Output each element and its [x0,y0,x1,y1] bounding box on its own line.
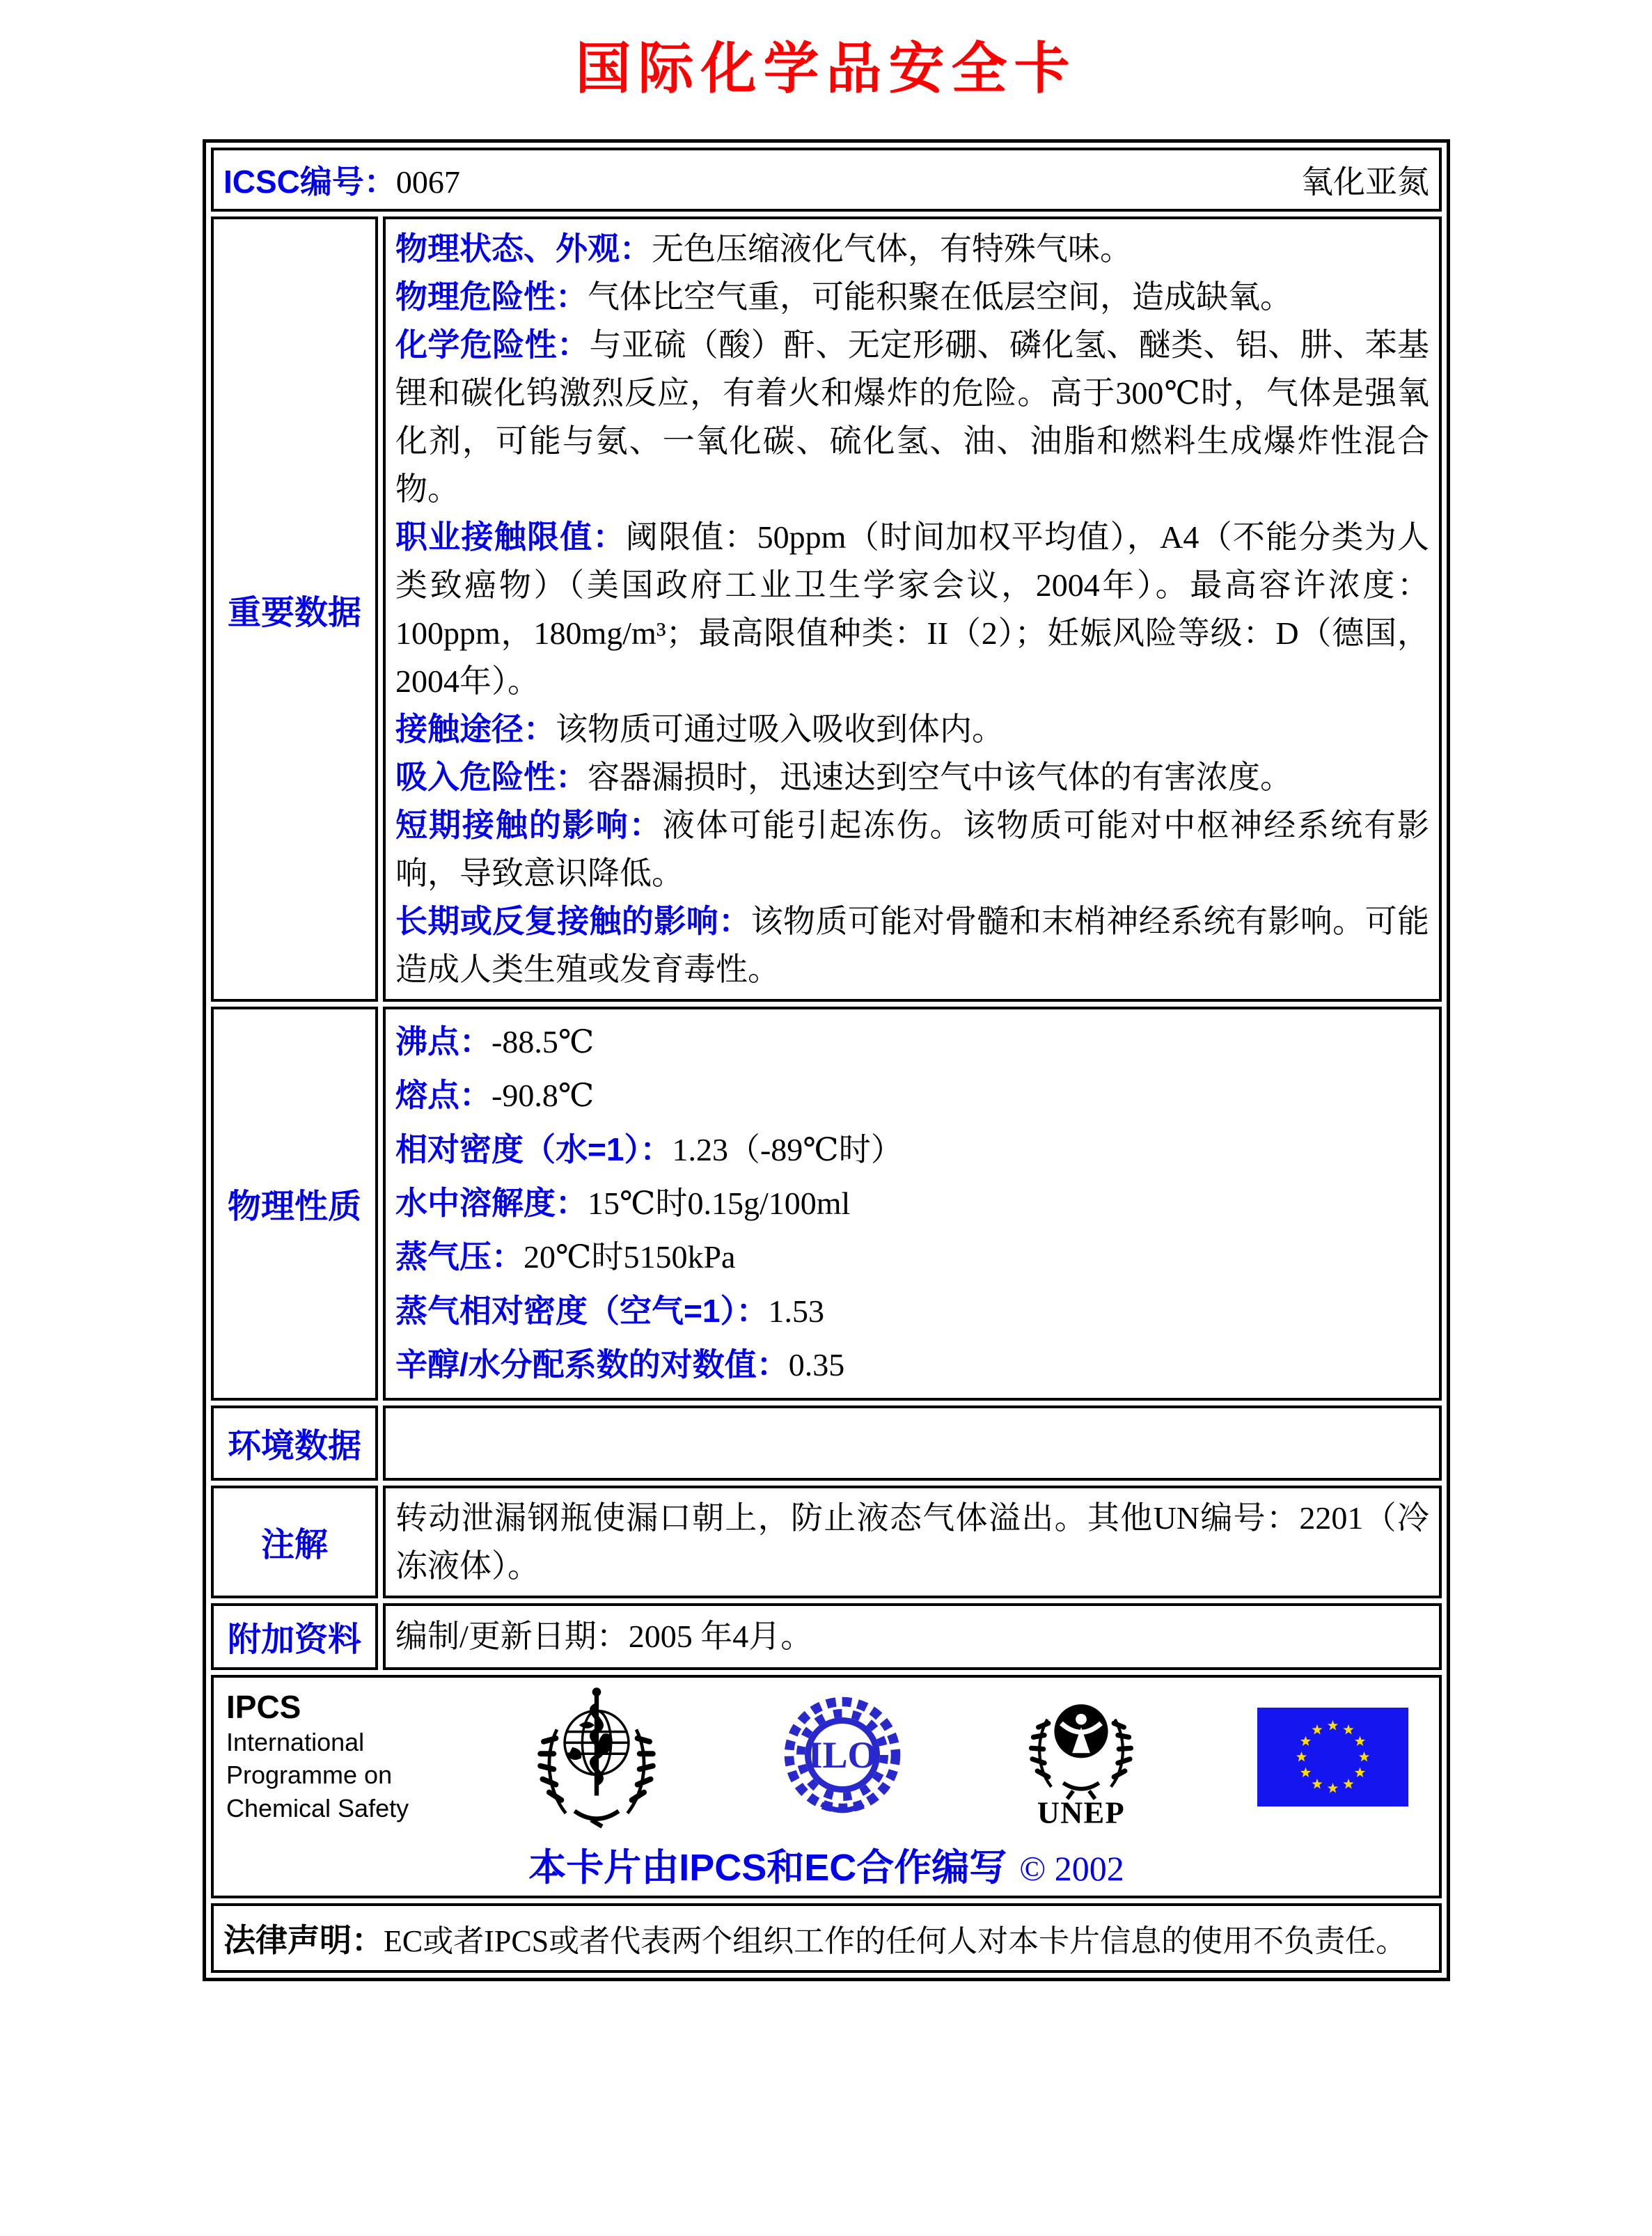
credit-year: © 2002 [1019,1848,1124,1888]
physical-properties-row [211,1007,1442,1401]
important-data-item [395,513,1429,705]
physical-property [395,1176,1429,1230]
unep-logo-icon [1021,1687,1141,1827]
physical-property [395,1069,1429,1122]
ipcs-line: Programme on [226,1761,393,1790]
important-data-item [395,321,1429,513]
item-label: 接触途径： [395,711,556,747]
item-text: -90.8℃ [491,1078,595,1114]
environmental-data-row [211,1406,1442,1481]
row-label-physical-properties: 物理性质 [211,1007,378,1401]
item-label: 化学危险性： [395,326,590,363]
physical-property [395,1230,1429,1284]
page-title: 国际化学品安全卡 [575,38,1077,100]
item-text: -88.5℃ [491,1024,595,1060]
item-text: 气体比空气重，可能积聚在低层空间，造成缺氧。 [588,279,1292,315]
physical-properties-content [383,1007,1442,1401]
additional-info-content: 编制/更新日期：2005 年4月。 [383,1603,1442,1670]
physical-property [395,1284,1429,1338]
item-text: 0.35 [788,1347,845,1383]
legal-cell [211,1903,1442,1973]
important-data-item [395,705,1429,753]
important-data-item [395,273,1429,321]
logos-cell [211,1675,1442,1898]
physical-property [395,1338,1429,1392]
row-label-notes: 注解 [211,1486,378,1598]
ilo-logo-text: ILO [807,1733,877,1776]
item-text: 容器漏损时，迅速达到空气中该气体的有害浓度。 [588,759,1292,795]
item-label: 蒸气相对密度（空气=1）： [395,1292,769,1329]
item-label: 长期或反复接触的影响： [395,903,751,939]
important-data-item [395,225,1429,273]
environmental-data-content [383,1406,1442,1481]
item-label: 蒸气压： [395,1238,524,1275]
icsc-card-table [203,139,1450,1981]
ipcs-line: International [226,1727,365,1756]
item-text: 20℃时5150kPa [524,1239,736,1275]
ipcs-text-block [226,1689,414,1825]
item-text: 与亚硫（酸）酐、无定形硼、磷化氢、醚类、铝、肼、苯基锂和碳化钨激烈反应，有着火和爆炸的危险。高于300℃时，气体是强氧化剂，可能与氨、一氧化碳、硫化氢、油、油脂和燃料生成爆炸性混合物。 [395,327,1430,507]
item-label: 物理危险性： [395,278,588,315]
legal-label: 法律声明： [223,1921,384,1958]
ipcs-title: IPCS [226,1688,301,1725]
unep-logo-text: UNEP [1037,1795,1125,1827]
row-label-environmental-data: 环境数据 [211,1406,378,1481]
important-data-content [383,216,1442,1002]
icsc-number-label: ICSC编号： [223,164,396,200]
important-data-row [211,216,1442,1002]
additional-info-row [211,1603,1442,1670]
physical-property [395,1123,1429,1176]
icsc-number-group [223,157,460,203]
notes-row [211,1486,1442,1598]
item-text: 1.53 [768,1293,824,1329]
item-label: 职业接触限值： [395,519,626,555]
item-label: 短期接触的影响： [395,807,663,843]
row-label-additional-info: 附加资料 [211,1603,378,1670]
item-label: 辛醇/水分配系数的对数值： [395,1346,789,1383]
item-label: 水中溶解度： [395,1185,588,1222]
item-label: 吸入危险性： [395,759,588,795]
who-logo-icon [530,1685,663,1829]
chemical-name: 氧化亚氮 [1301,164,1429,200]
important-data-item [395,801,1429,897]
header-row [211,148,1442,212]
ilo-logo-icon [780,1694,905,1820]
item-label: 物理状态、外观： [395,230,652,267]
item-label: 沸点： [395,1023,491,1060]
row-label-important-data: 重要数据 [211,216,378,1002]
item-text: 该物质可能对骨髓和末梢神经系统有影响。可能造成人类生殖或发育毒性。 [395,904,1430,987]
physical-property [395,1015,1429,1069]
eu-flag-icon [1257,1708,1408,1806]
item-label: 相对密度（水=1）： [395,1131,672,1167]
logos-row [211,1675,1442,1898]
item-text: 该物质可通过吸入吸收到体内。 [556,711,1004,747]
legal-text: EC或者IPCS或者代表两个组织工作的任何人对本卡片信息的使用不负责任。 [384,1923,1407,1958]
icsc-number-value: 0067 [395,164,460,200]
credit-text: 本卡片由IPCS和EC合作编写 [528,1846,1007,1889]
important-data-item [395,753,1429,801]
item-text: 阈限值：50ppm（时间加权平均值），A4（不能分类为人类致癌物）（美国政府工业卫生学家会议，2004年）。最高容许浓度：100ppm，180mg/m³；最高限值种类：II（2）；妊娠风险等级：D（德国，2004年）。 [395,519,1430,699]
notes-content: 转动泄漏钢瓶使漏口朝上，防止液态气体溢出。其他UN编号：2201（冷冻液体）。 [383,1486,1442,1598]
item-label: 熔点： [395,1077,491,1114]
item-text: 1.23（-89℃时） [672,1131,903,1167]
item-text: 无色压缩液化气体，有特殊气味。 [652,231,1132,267]
item-text: 液体可能引起冻伤。该物质可能对中枢神经系统有影响，导致意识降低。 [395,808,1430,891]
header-cell [211,148,1442,212]
ipcs-line: Chemical Safety [226,1793,409,1822]
credit-line [225,1838,1428,1891]
important-data-item [395,897,1429,993]
item-text: 15℃时0.15g/100ml [588,1186,851,1222]
legal-row [211,1903,1442,1973]
